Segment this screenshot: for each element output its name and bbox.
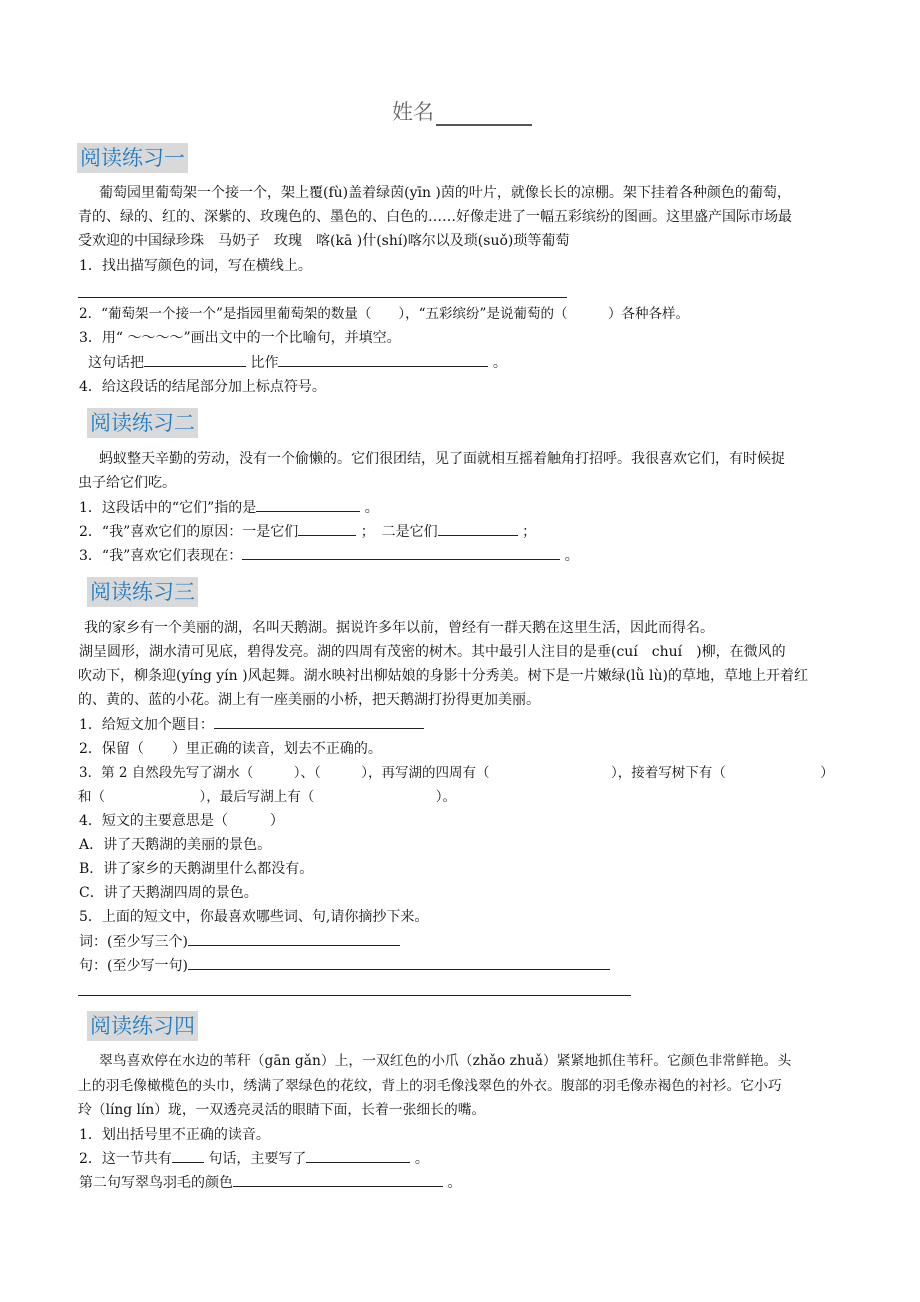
answer-blank[interactable]: [214, 714, 424, 729]
words-label: 词：(至少写三个): [79, 934, 188, 950]
exercise-3-passage-line-4: 的、黄的、蓝的小花。湖上有一座美丽的小桥，把天鹅湖打扮得更加美丽。: [78, 692, 540, 708]
exercise-3-passage-line-2: 湖呈圆形，湖水清可见底，碧得发亮。湖的四周有茂密的树木。其中最引人注目的是垂(cuí chuí )柳，在微风的: [79, 644, 786, 660]
exercise-1-answer-line-1[interactable]: [78, 297, 567, 298]
exercise-1-passage-line-3: 受欢迎的中国绿珍珠 马奶子 玫瑰 喀(kā )什(shí)喀尔以及琐(suǒ)琐等葡萄: [78, 233, 570, 249]
exercise-1-question-4: 4．给这段话的结尾部分加上标点符号。: [79, 379, 326, 395]
exercise-4-passage-line-1: 翠鸟喜欢停在水边的苇秆（gān gǎn）上，一双红色的小爪（zhǎo zhuǎ）紧紧地抓住苇秆。它颜色非常鲜艳。头: [99, 1053, 792, 1069]
question-text: 2．“我”喜欢它们的原因：一是它们: [79, 524, 299, 540]
exercise-1-question-2: 2．“葡萄架一个接一个”是指园里葡萄架的数量（ ），“五彩缤纷”是说葡萄的（ ）各种各样。: [79, 306, 689, 322]
name-blank[interactable]: [436, 106, 532, 126]
fill-prefix: 这句话把: [88, 355, 144, 371]
fill-blank-b[interactable]: [278, 352, 488, 367]
exercise-3-passage-line-3: 吹动下，柳条迎(yíng yín )风起舞。湖水映衬出柳姑娘的身影十分秀美。树下是一片嫩绿(lǜ lù)的草地，草地上开着红: [78, 668, 808, 684]
answer-blank-2[interactable]: [306, 1148, 410, 1163]
fill-blank-a[interactable]: [144, 352, 246, 367]
question-middle: 句话，主要写了: [208, 1151, 307, 1167]
exercise-4-question-2: [79, 1148, 429, 1170]
exercise-1-passage-line-1: 葡萄园里葡萄架一个接一个，架上覆(fù)盖着绿茵(yīn )茵的叶片，就像长长的凉棚。架下挂着各种颜色的葡萄，: [99, 185, 791, 201]
exercise-2-passage-line-1: 蚂蚁整天辛勤的劳动，没有一个偷懒的。它们很团结，见了面就相互摇着触角打招呼。我很喜欢它们，有时候捉: [99, 451, 785, 467]
question-end: ；: [522, 524, 537, 540]
exercise-2-passage-line-2: 虫子给它们吃。: [78, 475, 176, 491]
answer-blank-1[interactable]: [172, 1148, 204, 1163]
exercise-3-question-5-words: [79, 931, 400, 953]
question-text: 2．这一节共有: [79, 1151, 172, 1167]
question-text: 3．“我”喜欢它们表现在：: [79, 548, 243, 564]
exercise-3-option-b[interactable]: B．讲了家乡的天鹅湖里什么都没有。: [79, 861, 314, 877]
exercise-2-title: 阅读练习二: [87, 408, 198, 438]
exercise-1-title: 阅读练习一: [77, 143, 188, 173]
exercise-3-question-3-line-2: 和（ ），最后写湖上有（ ）。: [78, 789, 456, 805]
answer-blank-1[interactable]: [298, 521, 356, 536]
sentence-label: 句：(至少写一句): [79, 958, 188, 974]
sentence-blank[interactable]: [188, 955, 610, 970]
exercise-3-option-a[interactable]: A．讲了天鹅湖的美丽的景色。: [79, 837, 272, 853]
exercise-1-passage-line-2: 青的、绿的、红的、深紫的、玫瑰色的、墨色的、白色的……好像走进了一幅五彩缤纷的图画。这里盛产国际市场最: [78, 209, 792, 225]
name-field-row: [392, 96, 532, 126]
question-end: 。: [447, 1175, 462, 1191]
answer-blank[interactable]: [242, 545, 560, 560]
exercise-2-question-3: [79, 545, 579, 567]
exercise-4-question-3: [79, 1172, 461, 1194]
exercise-3-question-5: 5．上面的短文中，你最喜欢哪些词、句,请你摘抄下来。: [79, 909, 429, 925]
exercise-2-question-2: [79, 521, 536, 543]
exercise-1-question-1: 1．找出描写颜色的词，写在横线上。: [79, 258, 312, 274]
question-text: 第二句写翠鸟羽毛的颜色: [79, 1175, 233, 1191]
exercise-3-option-c[interactable]: C．讲了天鹅湖四周的景色。: [79, 885, 258, 901]
sentence-blank-continuation[interactable]: [78, 995, 631, 996]
exercise-3-passage-line-1: 我的家乡有一个美丽的湖，名叫天鹅湖。据说许多年以前，曾经有一群天鹅在这里生活，因此而得名。: [84, 620, 714, 636]
exercise-3-question-1: [79, 714, 424, 736]
answer-blank[interactable]: [233, 1172, 443, 1187]
exercise-4-passage-line-3: 玲（líng lín）珑，一双透亮灵活的眼睛下面，长着一张细长的嘴。: [78, 1102, 486, 1118]
question-end: 。: [564, 548, 579, 564]
question-end: 。: [364, 500, 379, 516]
exercise-1-question-3: 3．用“ ～～～～”画出文中的一个比喻句，并填空。: [79, 330, 401, 346]
exercise-3-question-3-line-1: 3．第 2 自然段先写了湖水（ ）、（ ），再写湖的四周有（ ），接着写树下有（ ）: [79, 765, 834, 781]
exercise-1-question-3-fill: [88, 352, 507, 374]
exercise-4-title: 阅读练习四: [87, 1011, 198, 1041]
question-end: 。: [414, 1151, 429, 1167]
question-middle: ； 二是它们: [360, 524, 438, 540]
fill-middle: 比作: [250, 355, 279, 371]
fill-end: 。: [492, 355, 507, 371]
words-blank[interactable]: [188, 931, 400, 946]
exercise-4-passage-line-2: 上的羽毛像橄榄色的头巾，绣满了翠绿色的花纹，背上的羽毛像浅翠色的外衣。腹部的羽毛像赤褐色的衬衫。它小巧: [78, 1078, 782, 1094]
question-text: 1．这段话中的“它们”指的是: [79, 500, 257, 516]
question-text: 1．给短文加个题目：: [79, 717, 214, 733]
exercise-3-title: 阅读练习三: [87, 577, 198, 607]
name-label: 姓名: [392, 100, 434, 124]
exercise-3-question-2: 2．保留（ ）里正确的读音，划去不正确的。: [79, 741, 382, 757]
exercise-3-question-4: 4．短文的主要意思是（ ）: [79, 813, 284, 829]
answer-blank-2[interactable]: [438, 521, 518, 536]
exercise-3-question-5-sentence: [79, 955, 610, 977]
answer-blank[interactable]: [256, 497, 360, 512]
exercise-2-question-1: [79, 497, 379, 519]
exercise-4-question-1: 1．划出括号里不正确的读音。: [79, 1127, 270, 1143]
